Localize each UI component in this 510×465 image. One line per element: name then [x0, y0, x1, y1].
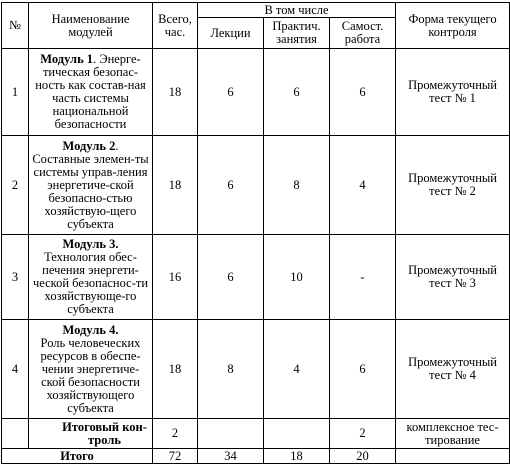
control-form: комплексное тес-тирование — [396, 419, 510, 449]
lectures-hours: 6 — [198, 136, 264, 235]
header-total-hours: Всего, час. — [153, 3, 198, 49]
header-module: Наименование модулей — [29, 3, 153, 49]
module-name-suffix: . Энерге- — [93, 52, 141, 66]
module-cell — [29, 235, 153, 320]
row-num-empty — [2, 419, 29, 449]
self-work-hours: 20 — [330, 449, 396, 464]
row-num: 4 — [2, 320, 29, 419]
practical-hours: 4 — [264, 320, 330, 419]
module-cell — [29, 136, 153, 235]
table-row — [2, 320, 510, 419]
total-hours: 18 — [153, 49, 198, 136]
module-desc: Составные элемен-ты системы управ-ления энергетиче-ской безопасно-стью хозяйствую-щего субъекта — [32, 151, 149, 231]
control-form: Промежуточный тест № 4 — [396, 320, 510, 419]
total-hours: 18 — [153, 320, 198, 419]
row-num: 1 — [2, 49, 29, 136]
header-num: № — [2, 3, 29, 49]
self-work-hours: 6 — [330, 49, 396, 136]
practical-hours: 10 — [264, 235, 330, 320]
total-hours: 2 — [153, 419, 198, 449]
lectures-hours: 6 — [198, 49, 264, 136]
header-row-top — [2, 3, 510, 18]
control-form: Промежуточный тест № 2 — [396, 136, 510, 235]
lectures-hours: 8 — [198, 320, 264, 419]
module-cell — [29, 320, 153, 419]
grand-total-row — [2, 449, 510, 464]
practical-hours: 18 — [264, 449, 330, 464]
module-name: Модуль 1 — [40, 52, 94, 66]
self-work-hours: 2 — [330, 419, 396, 449]
header-self-work: Самост. работа — [330, 18, 396, 49]
table-row — [2, 235, 510, 320]
final-control-row — [2, 419, 510, 449]
module-name: Модуль 4. — [62, 322, 119, 337]
self-work-hours: 4 — [330, 136, 396, 235]
lectures-hours: 6 — [198, 235, 264, 320]
total-hours: 72 — [153, 449, 198, 464]
table-row — [2, 49, 510, 136]
header-lectures: Лекции — [198, 18, 264, 49]
module-name-suffix: . — [115, 138, 119, 153]
module-cell — [29, 49, 153, 136]
grand-total-label: Итого — [2, 449, 153, 464]
header-control-form: Форма текущего контроля — [396, 3, 510, 49]
control-form: Промежуточный тест № 3 — [396, 235, 510, 320]
row-num: 3 — [2, 235, 29, 320]
control-form: Промежуточный тест № 1 — [396, 49, 510, 136]
final-control-label: Итоговый кон-троль — [29, 419, 153, 449]
practical-hours: 6 — [264, 49, 330, 136]
curriculum-table — [1, 2, 510, 464]
module-desc: тическая безопас-ность как состав-ная часть системы национальной безопасности — [35, 65, 146, 131]
self-work-hours: 6 — [330, 320, 396, 419]
practical-hours: 8 — [264, 136, 330, 235]
lectures-hours: 34 — [198, 449, 264, 464]
header-including: В том числе — [198, 3, 396, 18]
module-name: Модуль 2 — [62, 138, 116, 153]
control-form — [396, 449, 510, 464]
module-desc: Роль человеческих ресурсов в обеспе-чении энергетиче-ской безопасности хозяйствующего субъекта — [40, 335, 141, 415]
lectures-hours — [198, 419, 264, 449]
total-hours: 18 — [153, 136, 198, 235]
module-name: Модуль 3. — [62, 237, 119, 251]
self-work-hours: - — [330, 235, 396, 320]
table-row — [2, 136, 510, 235]
row-num: 2 — [2, 136, 29, 235]
header-practical: Практич. занятия — [264, 18, 330, 49]
total-hours: 16 — [153, 235, 198, 320]
practical-hours — [264, 419, 330, 449]
module-desc: Технология обес-печения энергети-ческой безопаснос-ти хозяйствующе-го субъекта — [32, 250, 149, 316]
